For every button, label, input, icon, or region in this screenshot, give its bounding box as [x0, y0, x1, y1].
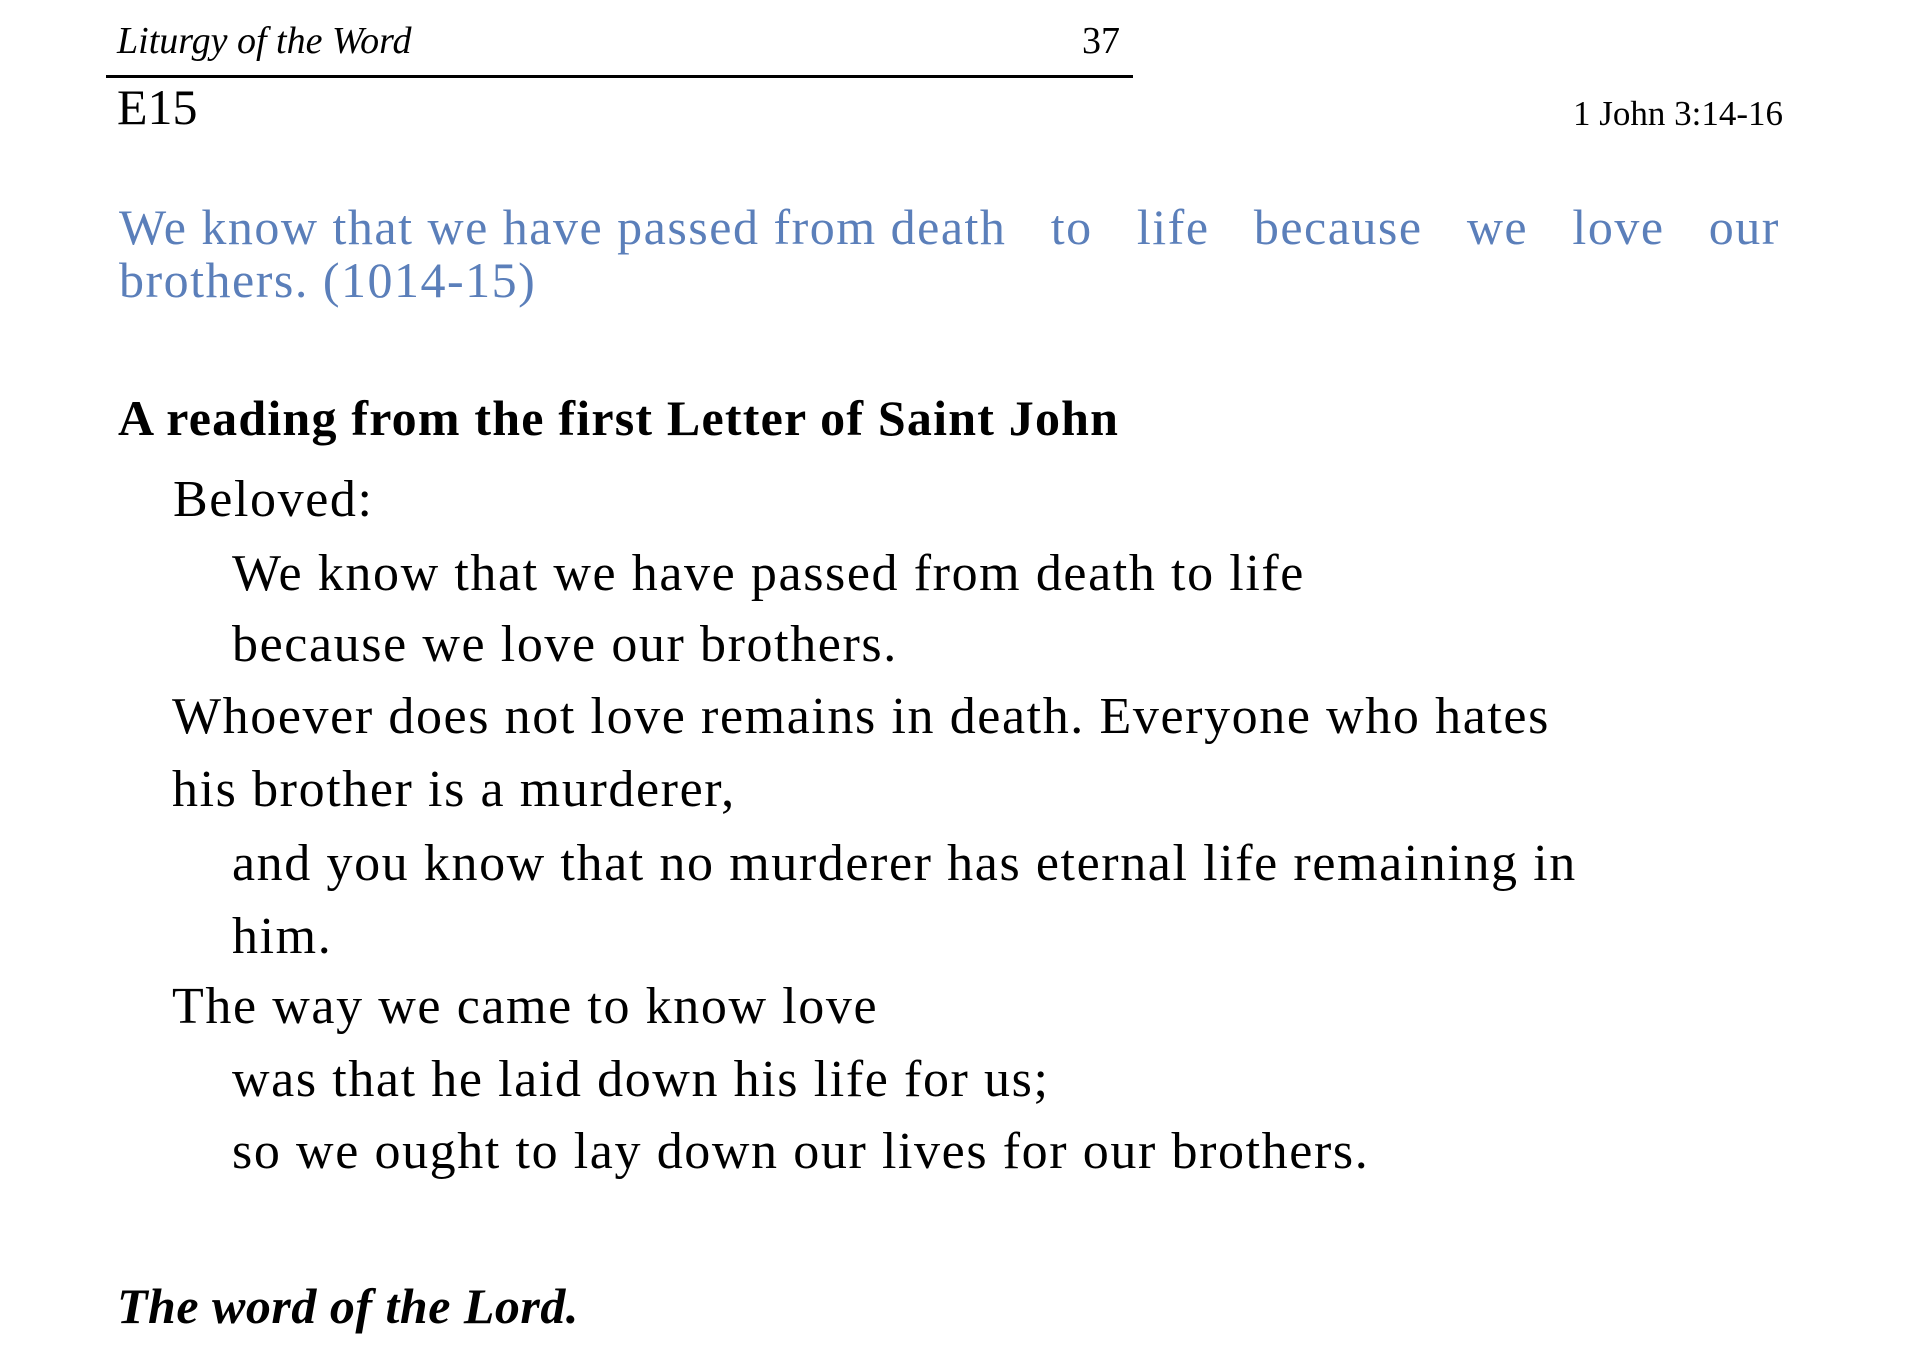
intro-word: to	[1050, 199, 1093, 255]
reading-id: E15	[117, 79, 198, 135]
intro-word: because	[1253, 199, 1423, 255]
reading-line: his brother is a murderer,	[172, 761, 736, 818]
intro-word: We know that we have passed from death	[119, 199, 1007, 255]
page-number: 37	[1082, 20, 1120, 62]
reading-line: him.	[232, 908, 333, 965]
reading-heading: A reading from the first Letter of Saint John	[118, 390, 1120, 446]
reading-line: We know that we have passed from death to life	[232, 545, 1305, 602]
reading-line: and you know that no murderer has eternal life remaining in	[232, 835, 1577, 892]
intro-word: we	[1466, 199, 1529, 255]
reading-line: because we love our brothers.	[232, 616, 898, 673]
reading-line: was that he laid down his life for us;	[232, 1051, 1050, 1108]
closing-acclamation: The word of the Lord.	[117, 1278, 579, 1334]
running-head-title: Liturgy of the Word	[117, 20, 412, 62]
reading-line: The way we came to know love	[172, 978, 879, 1035]
reading-line: so we ought to lay down our lives for our brothers.	[232, 1123, 1370, 1180]
reading-line: Whoever does not love remains in death. Everyone who hates	[172, 688, 1550, 745]
scripture-citation: 1 John 3:14-16	[1573, 94, 1783, 133]
intro-word: love	[1572, 199, 1665, 255]
intro-summary-line-2: brothers. (1014-15)	[119, 252, 537, 308]
reading-line: Beloved:	[173, 471, 374, 528]
intro-summary-line-1	[119, 199, 1780, 255]
intro-word: life	[1136, 199, 1210, 255]
header-rule	[106, 75, 1133, 78]
intro-word: our	[1708, 199, 1780, 255]
